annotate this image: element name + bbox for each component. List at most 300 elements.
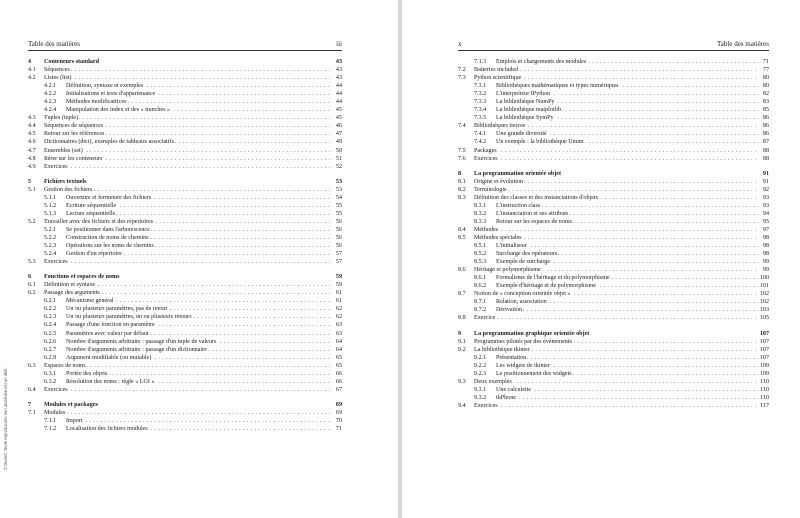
toc-entry-title: Dérivation <box>496 307 523 314</box>
toc-entry[interactable] <box>458 90 769 98</box>
toc-chapter[interactable] <box>458 170 769 178</box>
toc-entry-page: 107 <box>759 338 769 345</box>
toc-entry-page: 86 <box>762 115 769 122</box>
toc-entry-title: Nombre d'arguments arbitraire : passage d'un tuple de valeurs <box>66 338 217 345</box>
toc-entry[interactable] <box>458 386 769 394</box>
toc-entry[interactable] <box>28 258 342 266</box>
toc-entry[interactable] <box>458 362 769 370</box>
toc-entry[interactable] <box>458 122 769 130</box>
toc-entry-number: 7.3.3 <box>474 99 487 106</box>
toc-entry[interactable] <box>458 306 769 314</box>
toc-entry-title: La programmation graphique orientée objet <box>474 330 590 337</box>
toc-entry-page: 82 <box>762 91 769 98</box>
toc-entry-title: Paramètres avec valeur par défaut <box>66 330 149 337</box>
toc-entry-title: Bibliothèques mathématiques et types numériques <box>496 83 619 90</box>
toc-entry-number: 5.1.2 <box>44 202 57 209</box>
toc-entry-page: 110 <box>760 394 769 401</box>
toc-entry-page: 56 <box>335 243 342 250</box>
toc-entry-title: L'instruction class <box>496 202 541 209</box>
toc-entry[interactable] <box>458 226 769 234</box>
toc-entry-number: 7.1.2 <box>44 426 57 433</box>
toc-entry-number: 9.2.2 <box>474 362 487 369</box>
toc-entry[interactable] <box>458 66 769 74</box>
toc-entry-page: 45 <box>335 107 342 114</box>
toc-entry-number: 5.1.1 <box>44 194 57 201</box>
toc-entry-title: Emplois et chargements des modules <box>496 59 587 65</box>
toc-entry[interactable] <box>28 74 342 82</box>
toc-entry-number: 5.2 <box>28 218 36 225</box>
toc-entry[interactable] <box>28 210 342 218</box>
toc-entry[interactable] <box>28 163 342 171</box>
toc-entry-title: Python scientifique <box>474 75 522 82</box>
toc-entry[interactable] <box>458 402 769 410</box>
toc-entry[interactable] <box>28 106 342 114</box>
toc-entry-page: 64 <box>335 346 342 353</box>
toc-entry-number: 9.3.1 <box>474 386 487 393</box>
toc-entry-title: Exemple de surcharge <box>496 259 551 266</box>
toc-entry[interactable] <box>28 122 342 130</box>
toc-entry-page: 54 <box>335 194 342 201</box>
toc-entry[interactable] <box>458 218 769 226</box>
toc-entry[interactable] <box>28 138 342 146</box>
toc-entry-title: Gestion d'un répertoire <box>66 251 122 258</box>
toc-entry-title: La bibliothèque SymPy <box>496 115 554 122</box>
toc-entry[interactable] <box>458 210 769 218</box>
toc-entry[interactable] <box>458 258 769 266</box>
toc-entry-page: 109 <box>759 362 769 369</box>
toc-entry-number: 5.1.3 <box>44 210 57 217</box>
toc-entry-page: 51 <box>335 155 342 162</box>
toc-entry-number: 5.2.4 <box>44 251 57 258</box>
toc-entry-page: 80 <box>762 75 769 82</box>
toc-entry[interactable] <box>458 106 769 114</box>
toc-entry-page: 56 <box>335 218 342 225</box>
toc-entry[interactable] <box>458 155 769 163</box>
toc-entry-page: 66 <box>335 370 342 377</box>
toc-entry-page: 61 <box>335 290 342 297</box>
toc-entry-page: 107 <box>759 354 769 361</box>
toc-entry-title: Espaces de noms <box>44 362 86 369</box>
toc-entry-page: 86 <box>762 131 769 138</box>
toc-entry-title: Exemple d'héritage et de polymorphisme <box>496 283 596 290</box>
toc-entry-page: 57 <box>335 251 342 258</box>
toc-entry[interactable] <box>28 114 342 122</box>
toc-entry[interactable] <box>458 186 769 194</box>
toc-entry-title: Une calculette <box>496 386 532 393</box>
toc-entry-title: Passage des arguments <box>44 290 100 297</box>
toc-entry[interactable] <box>458 314 769 322</box>
toc-entry[interactable] <box>458 298 769 306</box>
toc-entry-title: Modules et packages <box>44 401 98 408</box>
toc-entry-page: 69 <box>335 401 342 408</box>
toc-entry-page: 85 <box>762 107 769 114</box>
left-page <box>0 0 398 518</box>
toc-entry-title: Séquences de séquences <box>44 123 104 130</box>
toc-chapter[interactable] <box>28 58 342 66</box>
toc-entry[interactable] <box>458 114 769 122</box>
toc-entry-page: 57 <box>335 259 342 266</box>
toc-entry-page: 99 <box>762 267 769 274</box>
toc-entry-number: 8.5.1 <box>474 243 487 250</box>
running-header-title: Table des matières <box>28 40 80 48</box>
toc-entry-page: 99 <box>762 259 769 266</box>
toc-entry-number: 6.3.1 <box>44 370 57 377</box>
toc-entry-number: 6.2.5 <box>44 330 57 337</box>
toc-entry-title: Définition et syntaxe <box>44 282 96 289</box>
toc-entry-number: 5 <box>28 178 32 185</box>
toc-entry-title: Méthodes spéciales <box>474 234 522 241</box>
toc-entry-title: Argument modifiable (ou mutable) <box>66 354 152 361</box>
toc-entry-title: Un ou plusieurs paramètres, pas de retour <box>66 306 168 313</box>
toc-entry-number: 7.4.2 <box>474 139 487 146</box>
toc-entry-page: 93 <box>762 202 769 209</box>
toc-entry[interactable] <box>28 378 342 386</box>
toc-entry[interactable] <box>28 346 342 354</box>
toc-entry-page: 110 <box>760 378 769 385</box>
toc-entry-page: 91 <box>762 170 769 177</box>
toc-entry-title: Nombre d'arguments arbitraire : passage d'un dictionnaire <box>66 346 207 353</box>
toc-entry-page: 43 <box>335 67 342 74</box>
toc-entry-page: 65 <box>335 354 342 361</box>
toc-entry-title: Écriture séquentielle <box>66 202 117 209</box>
toc-entry-title: Présentation <box>496 354 527 361</box>
toc-entry-number: 6.3 <box>28 362 36 369</box>
toc-entry-page: 59 <box>335 274 342 281</box>
toc-entry-title: Construction de noms de chemins <box>66 234 149 241</box>
toc-entry-title: Fichiers textuels <box>44 178 87 185</box>
toc-chapter[interactable] <box>28 401 342 409</box>
toc-entry-page: 86 <box>762 123 769 130</box>
toc-entry[interactable] <box>28 338 342 346</box>
toc-chapter[interactable] <box>28 178 342 186</box>
toc-entry-page: 44 <box>335 91 342 98</box>
toc-entry-number: 7.3 <box>458 75 466 82</box>
toc-entry-title: Mécanisme général <box>66 298 114 305</box>
toc-entry[interactable] <box>458 194 769 202</box>
toc-entry-title: Manipulation des index et des « tranches » <box>66 107 171 114</box>
toc-entry[interactable] <box>458 58 769 66</box>
toc-entry[interactable] <box>458 178 769 186</box>
toc-entry-page: 92 <box>762 186 769 193</box>
toc-entry[interactable] <box>458 202 769 210</box>
toc-entry-page: 43 <box>335 59 342 65</box>
toc-entry-title: Définition des classes et des instanciations d'objets <box>474 194 598 201</box>
toc-entry-title: Notion de « conception orientée objet » <box>474 291 571 298</box>
toc-entry-page: 67 <box>335 386 342 393</box>
toc-entry-page: 69 <box>335 409 342 416</box>
toc-entry[interactable] <box>458 338 769 346</box>
toc-entry[interactable] <box>458 147 769 155</box>
toc-entry-page: 94 <box>762 210 769 217</box>
toc-entry-page: 56 <box>335 226 342 233</box>
toc-entry-title: Itérer sur les conteneurs <box>44 155 103 162</box>
toc-entry-number: 8 <box>458 170 462 177</box>
header-rule <box>458 50 769 51</box>
toc-entry-page: 63 <box>335 322 342 329</box>
toc-entry-page: 53 <box>335 178 342 185</box>
toc-entry[interactable] <box>458 290 769 298</box>
toc-entry-page: 63 <box>335 330 342 337</box>
toc-entry[interactable] <box>28 297 342 305</box>
toc-entry-page: 65 <box>335 362 342 369</box>
toc-entry-number: 4.2.1 <box>44 83 57 90</box>
toc-entry-number: 6.2.7 <box>44 346 57 353</box>
toc-entry[interactable] <box>458 370 769 378</box>
toc-entry-page: 50 <box>335 147 342 154</box>
toc-entry-page: 46 <box>335 123 342 130</box>
toc-entry-title: Un ou plusieurs paramètres, un ou plusieurs retours <box>66 314 192 321</box>
toc-entry[interactable] <box>28 330 342 338</box>
toc-entry-number: 4.9 <box>28 163 36 170</box>
toc-entry-number: 7.1.3 <box>474 59 487 65</box>
toc-entry[interactable] <box>458 242 769 250</box>
toc-entry-number: 8.4 <box>458 226 466 233</box>
toc-entry-number: 6.2.1 <box>44 298 57 305</box>
toc-entry-page: 59 <box>335 282 342 289</box>
toc-chapter[interactable] <box>28 273 342 281</box>
toc-entry[interactable] <box>28 386 342 394</box>
toc-list <box>28 58 342 433</box>
toc-entry-number: 5.2.3 <box>44 243 57 250</box>
toc-entry[interactable] <box>28 305 342 313</box>
toc-entry[interactable] <box>28 289 342 297</box>
toc-entry-title: Gestion des fichiers <box>44 186 93 193</box>
toc-entry[interactable] <box>28 313 342 321</box>
toc-entry-number: 5.3 <box>28 259 36 266</box>
toc-entry-title: Définition, syntaxe et exemples <box>66 83 144 90</box>
toc-entry-title: Exercices <box>44 386 68 393</box>
toc-entry-title: Méthodes modificatrices <box>66 99 127 106</box>
toc-entry-title: Exercices <box>44 163 68 170</box>
toc-entry[interactable] <box>458 282 769 290</box>
toc-entry-title: Bibliothèques tierces <box>474 123 526 130</box>
toc-entry-number: 9 <box>458 330 462 337</box>
toc-entry-number: 6.3.2 <box>44 378 57 385</box>
toc-entry[interactable] <box>28 90 342 98</box>
toc-entry-title: Tuples (tuple) <box>44 115 79 122</box>
toc-entry-page: 105 <box>759 315 769 322</box>
toc-entry[interactable] <box>28 417 342 425</box>
toc-entry-title: Se positionner dans l'arborescence <box>66 226 150 233</box>
toc-entry-title: Modules <box>44 409 66 416</box>
toc-entry-page: 102 <box>759 291 769 298</box>
toc-entry[interactable] <box>28 250 342 258</box>
toc-entry-title: Terminologie <box>474 186 507 193</box>
toc-entry-page: 87 <box>762 139 769 146</box>
toc-entry-number: 8.5 <box>458 234 466 241</box>
toc-entry-number: 7.1.1 <box>44 417 57 424</box>
toc-entry-page: 55 <box>335 210 342 217</box>
toc-entry-number: 7.5 <box>458 147 466 154</box>
toc-entry-number: 6 <box>28 274 32 281</box>
toc-entry-title: L'instanciation et ses attributs <box>496 210 569 217</box>
toc-entry-number: 8.7.1 <box>474 299 487 306</box>
toc-entry-page: 53 <box>335 186 342 193</box>
toc-entry-page: 49 <box>335 139 342 146</box>
toc-entry-page: 100 <box>759 275 769 282</box>
toc-entry-number: 6.4 <box>28 386 36 393</box>
toc-entry[interactable] <box>28 194 342 202</box>
toc-entry-page: 98 <box>762 243 769 250</box>
toc-entry[interactable] <box>28 281 342 289</box>
toc-entry[interactable] <box>28 130 342 138</box>
toc-entry-number: 4.5 <box>28 131 36 138</box>
toc-entry[interactable] <box>458 394 769 402</box>
toc-entry-number: 6.2.4 <box>44 322 57 329</box>
toc-entry[interactable] <box>458 82 769 90</box>
toc-entry[interactable] <box>28 321 342 329</box>
toc-entry-page: 71 <box>762 59 769 65</box>
toc-entry-number: 4.2.4 <box>44 107 57 114</box>
toc-entry-title: Surcharge des opérateurs <box>496 251 558 258</box>
toc-entry-number: 4.8 <box>28 155 36 162</box>
toc-entry-title: Travailler avec des fichiers et des répertoires <box>44 218 154 225</box>
toc-entry-number: 7.4 <box>458 123 466 130</box>
toc-entry-number: 9.2 <box>458 346 466 353</box>
toc-entry-number: 9.3.2 <box>474 394 487 401</box>
toc-entry-title: Les widgets de tkinter <box>496 362 550 369</box>
toc-entry-title: Opérations sur les noms de chemins <box>66 243 154 250</box>
toc-entry-title: Lecture séquentielle <box>66 210 116 217</box>
toc-entry-number: 6.2.2 <box>44 306 57 313</box>
toc-entry-number: 6.2.8 <box>44 354 57 361</box>
toc-entry-title: Résolution des noms : règle « LGI » <box>66 378 155 385</box>
toc-entry-number: 8.3 <box>458 194 466 201</box>
toc-entry-number: 8.5.3 <box>474 259 487 266</box>
toc-entry-title: tkPhone <box>496 394 516 401</box>
toc-entry[interactable] <box>28 98 342 106</box>
toc-entry-number: 6.2 <box>28 290 36 297</box>
toc-entry-number: 8.8 <box>458 315 466 322</box>
toc-entry[interactable] <box>28 226 342 234</box>
toc-entry-number: 4.3 <box>28 115 36 122</box>
toc-entry-page: 88 <box>762 147 769 154</box>
toc-entry-title: Ensembles (set) <box>44 147 83 154</box>
toc-entry-number: 4 <box>28 59 32 65</box>
toc-entry-page: 56 <box>335 234 342 241</box>
toc-entry[interactable] <box>28 202 342 210</box>
toc-entry[interactable] <box>458 274 769 282</box>
header-rule <box>28 50 342 51</box>
toc-entry-number: 4.1 <box>28 67 36 74</box>
toc-entry-number: 8.5.2 <box>474 251 487 258</box>
toc-entry[interactable] <box>28 82 342 90</box>
toc-entry-page: 44 <box>335 99 342 106</box>
toc-entry-page: 44 <box>335 83 342 90</box>
right-page <box>402 0 800 518</box>
toc-entry-title: Formalisme de l'héritage et du polymorphisme <box>496 275 610 282</box>
toc-entry-number: 8.6.1 <box>474 275 487 282</box>
toc-entry-title: Programmes pilotés par des événements <box>474 338 572 345</box>
toc-entry-page: 107 <box>759 330 769 337</box>
toc-entry-title: Le positionnement des widgets <box>496 370 572 377</box>
toc-entry[interactable] <box>28 66 342 74</box>
toc-entry-number: 5.2.1 <box>44 226 57 233</box>
toc-entry-number: 8.2 <box>458 186 466 193</box>
toc-entry-number: 7.6 <box>458 155 466 162</box>
toc-entry[interactable] <box>28 242 342 250</box>
toc-entry-page: 97 <box>762 226 769 233</box>
toc-entry-number: 4.2.3 <box>44 99 57 106</box>
toc-entry-number: 5.1 <box>28 186 36 193</box>
toc-entry[interactable] <box>28 186 342 194</box>
toc-entry-page: 88 <box>762 155 769 162</box>
toc-entry[interactable] <box>458 346 769 354</box>
toc-entry-page: 83 <box>762 99 769 106</box>
toc-entry-number: 9.1 <box>458 338 466 345</box>
toc-entry[interactable] <box>458 74 769 82</box>
toc-entry-number: 4.4 <box>28 123 36 130</box>
toc-entry-title: Deux exemples <box>474 378 512 385</box>
toc-entry[interactable] <box>458 250 769 258</box>
toc-entry[interactable] <box>28 155 342 163</box>
toc-entry-number: 4.2 <box>28 75 36 82</box>
toc-entry-title: La bibliothèque matplotlib <box>496 107 561 114</box>
toc-entry-page: 52 <box>335 163 342 170</box>
toc-entry-page: 62 <box>335 306 342 313</box>
toc-entry-number: 4.6 <box>28 139 36 146</box>
toc-entry[interactable] <box>28 370 342 378</box>
toc-entry-number: 4.2.2 <box>44 91 57 98</box>
toc-entry-page: 62 <box>335 314 342 321</box>
toc-entry[interactable] <box>28 147 342 155</box>
toc-entry-number: 8.1 <box>458 178 466 185</box>
toc-entry[interactable] <box>28 234 342 242</box>
toc-entry-number: 7.3.1 <box>474 83 487 90</box>
toc-entry[interactable] <box>28 218 342 226</box>
toc-entry[interactable] <box>28 409 342 417</box>
page-number: iii <box>336 40 342 48</box>
running-header-title: Table des matières <box>717 40 769 48</box>
toc-entry-number: 4.7 <box>28 147 36 154</box>
toc-entry[interactable] <box>458 266 769 274</box>
toc-entry[interactable] <box>28 354 342 362</box>
toc-entry-page: 80 <box>762 83 769 90</box>
toc-entry-page: 64 <box>335 338 342 345</box>
toc-entry-page: 43 <box>335 75 342 82</box>
toc-entry[interactable] <box>458 378 769 386</box>
toc-entry[interactable] <box>458 354 769 362</box>
toc-entry-page: 110 <box>760 386 769 393</box>
toc-entry[interactable] <box>458 130 769 138</box>
toc-entry-title: Séquences <box>44 67 70 74</box>
toc-entry-number: 7.3.2 <box>474 91 487 98</box>
toc-entry-title: Un exemple : la bibliothèque Unum <box>496 139 584 146</box>
toc-entry-title: Initialisations et tests d'appartenance <box>66 91 156 98</box>
toc-entry-page: 77 <box>762 67 769 74</box>
toc-entry-number: 7 <box>28 401 32 408</box>
toc-entry-number: 8.3.3 <box>474 218 487 225</box>
toc-entry-number: 7.1 <box>28 409 36 416</box>
toc-entry-title: Retour sur les références <box>44 131 105 138</box>
toc-entry-number: 9.4 <box>458 402 466 409</box>
toc-entry-page: 98 <box>762 234 769 241</box>
toc-entry[interactable] <box>28 362 342 370</box>
toc-entry-page: 71 <box>335 426 342 433</box>
toc-entry[interactable] <box>28 425 342 433</box>
toc-entry-title: L'initialiseur <box>496 243 527 250</box>
toc-entry[interactable] <box>458 234 769 242</box>
toc-entry-number: 5.2.2 <box>44 234 57 241</box>
toc-entry-title: Une grande diversité <box>496 131 547 138</box>
toc-chapter[interactable] <box>458 330 769 338</box>
toc-entry-title: Listes (list) <box>44 75 72 82</box>
toc-entry-page: 101 <box>759 283 769 290</box>
toc-entry-number: 8.6 <box>458 267 466 274</box>
toc-entry[interactable] <box>458 98 769 106</box>
toc-entry-page: 107 <box>759 346 769 353</box>
toc-entry[interactable] <box>458 138 769 146</box>
